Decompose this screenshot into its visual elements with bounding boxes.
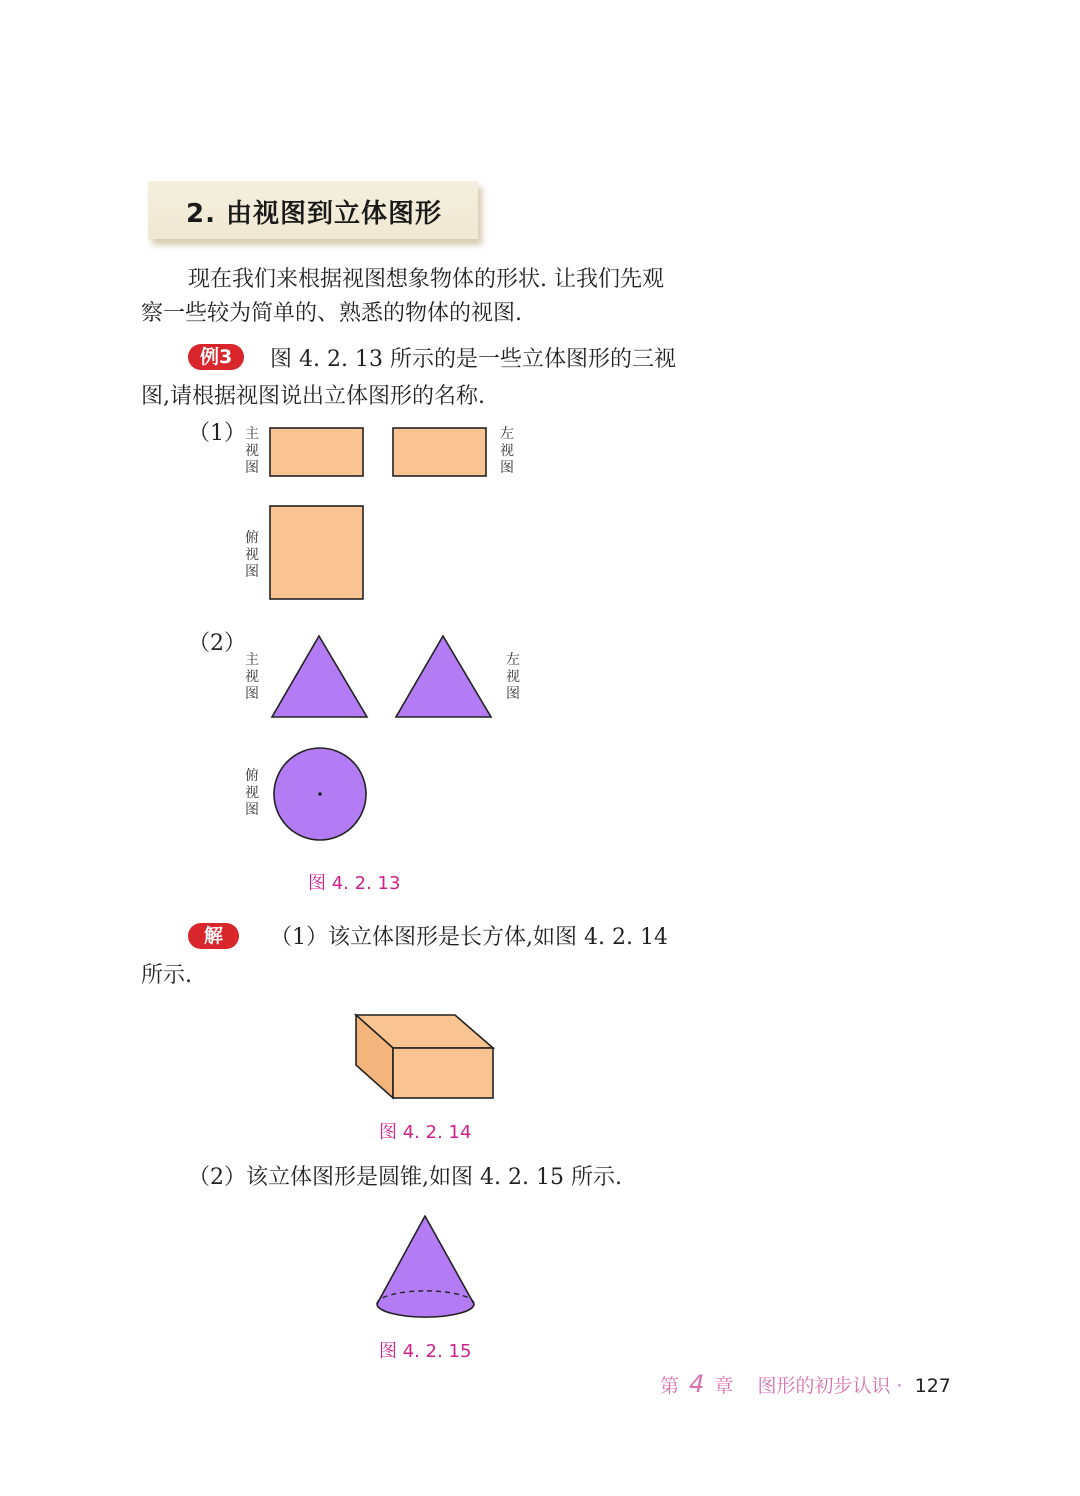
example-badge-label: 例3 — [188, 344, 244, 370]
section-title: 2. 由视图到立体图形 — [186, 199, 443, 229]
chapter-prefix: 第 — [660, 1375, 680, 1397]
figure-14-caption: 图 4. 2. 14 — [379, 1122, 472, 1143]
footer-bullet: · — [896, 1375, 903, 1397]
solution-badge — [188, 923, 239, 949]
example-line-2: 图,请根据视图说出立体图形的名称. — [141, 384, 485, 409]
figure-15-caption: 图 4. 2. 15 — [379, 1341, 472, 1362]
page-number: 127 — [914, 1375, 951, 1397]
top-view-square — [270, 506, 363, 599]
top-view-label-1: 俯视图 — [245, 530, 259, 580]
solution-badge-label: 解 — [188, 923, 239, 949]
left-view-triangle — [396, 636, 491, 717]
chapter-number: 4 — [689, 1370, 705, 1398]
front-view-rectangle — [270, 428, 363, 476]
example-badge — [188, 344, 244, 370]
front-view-label-2: 主视图 — [245, 652, 259, 702]
left-view-rectangle — [393, 428, 486, 476]
chapter-suffix: 章 — [714, 1375, 734, 1397]
figure-13-part1-views — [260, 420, 500, 610]
front-view-triangle — [272, 636, 367, 717]
figure-13-part2-views — [260, 628, 520, 848]
cuboid-front-face — [393, 1048, 493, 1098]
intro-line-2: 察一些较为简单的、熟悉的物体的视图. — [141, 301, 522, 326]
part-2-label: （2） — [188, 631, 246, 656]
section-banner — [148, 181, 478, 239]
top-view-center-dot — [318, 792, 322, 796]
cone-body — [377, 1216, 474, 1317]
left-view-label-1: 左视图 — [500, 426, 514, 476]
figure-13-caption: 图 4. 2. 13 — [308, 873, 401, 894]
figure-15-cone — [370, 1210, 482, 1325]
chapter-title: 图形的初步认识 — [757, 1375, 891, 1397]
solution-line-2: 所示. — [141, 963, 192, 988]
intro-line-1: 现在我们来根据视图想象物体的形状. 让我们先观 — [188, 267, 664, 292]
page-footer — [660, 1370, 951, 1398]
top-view-label-2: 俯视图 — [245, 768, 259, 818]
figure-14-cuboid — [350, 1010, 500, 1105]
part-1-label: （1） — [188, 421, 246, 446]
left-view-label-2: 左视图 — [506, 652, 520, 702]
solution-line-3: （2）该立体图形是圆锥,如图 4. 2. 15 所示. — [188, 1165, 622, 1190]
example-line-1: 图 4. 2. 13 所示的是一些立体图形的三视 — [270, 347, 676, 372]
solution-line-1: （1）该立体图形是长方体,如图 4. 2. 14 — [270, 925, 668, 950]
front-view-label-1: 主视图 — [245, 426, 259, 476]
